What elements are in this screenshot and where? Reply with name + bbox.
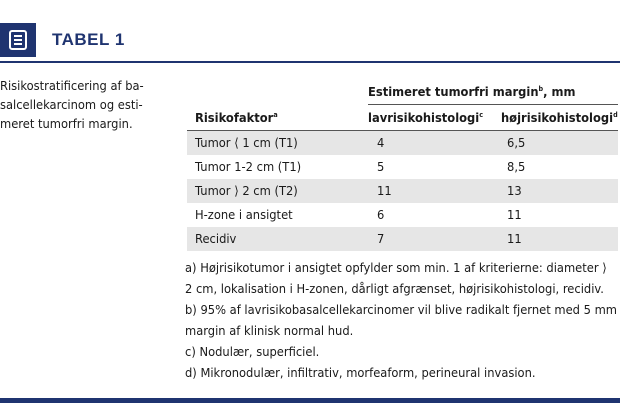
cell-risk-factor: Tumor ⟨ 1 cm (T1): [195, 135, 298, 150]
column-header-label: højrisikohistologi: [501, 110, 614, 125]
column-header-risk-factor: [195, 110, 278, 125]
cell-risk-factor: H-zone i ansigtet: [195, 207, 293, 222]
spanning-header: [368, 84, 575, 99]
cell-high-risk: 11: [507, 231, 522, 246]
table-row: [187, 179, 618, 203]
table-body: [187, 131, 618, 251]
footnote-line: 2 cm, lokalisation i H-zonen, dårligt afgrænset, højrisikohistologi, recidiv.: [185, 281, 604, 296]
footnote-marker: b: [538, 84, 544, 93]
cell-risk-factor: Recidiv: [195, 231, 237, 246]
cell-low-risk: 7: [377, 231, 385, 246]
cell-high-risk: 8,5: [507, 159, 526, 174]
footnote-line: b) 95% af lavrisikobasalcellekarcinomer vil blive radikalt fjernet med 5 mm: [185, 302, 617, 317]
cell-high-risk: 13: [507, 183, 522, 198]
column-header-high-risk: [501, 110, 618, 125]
table-row: [187, 227, 618, 251]
column-header-label: lavrisikohistologi: [368, 110, 480, 125]
cell-risk-factor: Tumor 1-2 cm (T1): [195, 159, 302, 174]
footnote-line: margin af klinisk normal hud.: [185, 323, 354, 338]
spanning-header-suffix: , mm: [543, 84, 576, 99]
column-header-low-risk: [368, 110, 483, 125]
table-title: TABEL 1: [52, 30, 125, 49]
footnote-marker: c: [479, 110, 484, 119]
cell-low-risk: 5: [377, 159, 385, 174]
table-header: [0, 0, 620, 80]
footnote-marker: d: [613, 110, 618, 119]
cell-high-risk: 11: [507, 207, 522, 222]
caption-line: meret tumorfri margin.: [0, 116, 133, 131]
cell-high-risk: 6,5: [507, 135, 526, 150]
cell-risk-factor: Tumor ⟩ 2 cm (T2): [195, 183, 298, 198]
cell-low-risk: 6: [377, 207, 385, 222]
table-row: [187, 155, 618, 179]
header-divider: [0, 61, 620, 63]
caption-line: Risikostratificering af ba-: [0, 78, 144, 93]
caption-line: salcellekarcinom og esti-: [0, 97, 143, 112]
footnote-line: d) Mikronodulær, infiltrativ, morfeaform, perineural invasion.: [185, 365, 536, 380]
table-row: [187, 203, 618, 227]
bottom-divider: [0, 398, 620, 403]
footnote-line: c) Nodulær, superficiel.: [185, 344, 320, 359]
footnote-marker: a: [273, 110, 278, 119]
column-header-label: Risikofaktor: [195, 110, 274, 125]
table-footnotes: [185, 257, 617, 383]
cell-low-risk: 11: [377, 183, 392, 198]
spanning-header-rule: [368, 104, 618, 105]
spanning-header-text: Estimeret tumorfri margin: [368, 84, 539, 99]
cell-low-risk: 4: [377, 135, 385, 150]
footnote-line: a) Højrisikotumor i ansigtet opfylder som min. 1 af kriterierne: diameter ⟩: [185, 260, 607, 275]
table-row: [187, 131, 618, 155]
table-caption: [0, 76, 147, 133]
document-list-icon: [0, 23, 36, 57]
